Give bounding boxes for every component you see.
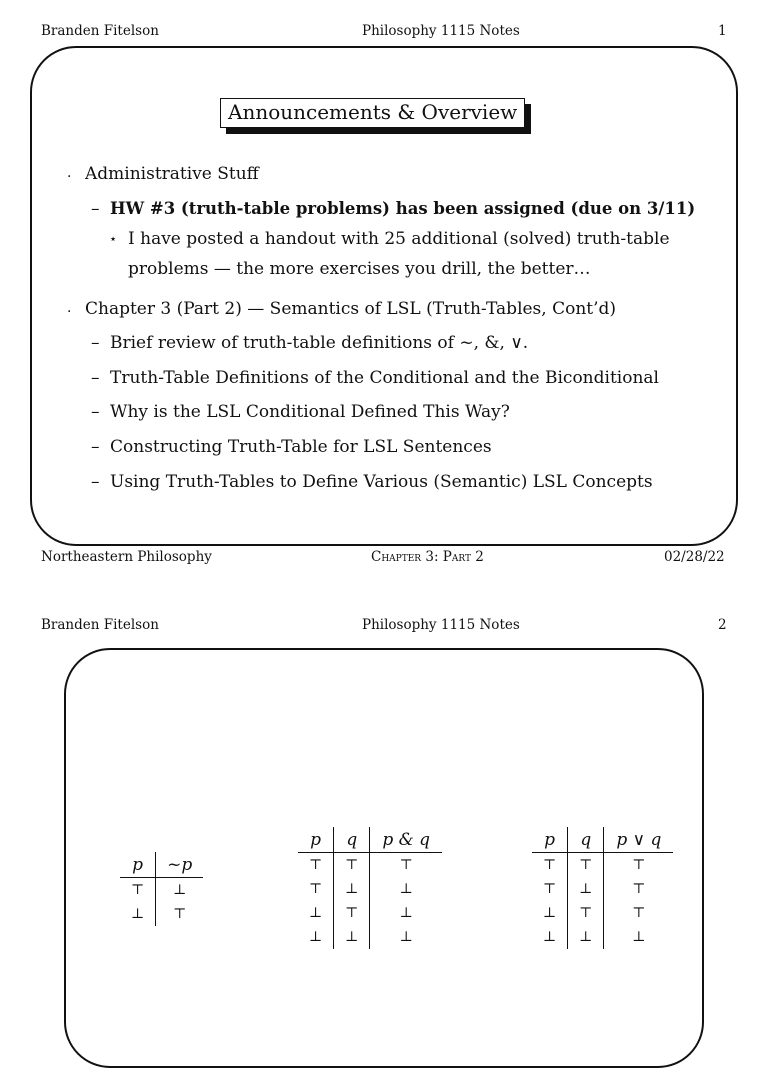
bullet-marker: · bbox=[67, 169, 72, 185]
table-row bbox=[120, 902, 203, 926]
table-header-row bbox=[532, 827, 673, 853]
header-page-number: 1 bbox=[718, 23, 727, 39]
hw-announcement: HW #3 (truth-table problems) has been assigned (due on 3/11) bbox=[110, 199, 696, 218]
table-row bbox=[532, 925, 673, 949]
dash-marker: – bbox=[91, 333, 100, 353]
table-row bbox=[298, 925, 442, 949]
footer-chapter: Chapter 3: Part 2 bbox=[371, 549, 484, 565]
table-row bbox=[298, 877, 442, 901]
subitem-conditional-definitions: Truth-Table Definitions of the Conditional and the Biconditional bbox=[110, 368, 659, 388]
table-row bbox=[298, 901, 442, 925]
table-cell: ⊤ bbox=[632, 856, 646, 873]
table-cell: ⊥ bbox=[568, 877, 604, 901]
table-cell: ⊤ bbox=[173, 905, 187, 922]
table-cell: ⊤ bbox=[532, 877, 568, 901]
table-header-row bbox=[298, 827, 442, 853]
header-course: Philosophy 1115 Notes bbox=[362, 23, 520, 39]
handout-note-line2: problems — the more exercises you drill, the better… bbox=[128, 259, 591, 279]
subitem-why-conditional: Why is the LSL Conditional Defined This Way? bbox=[110, 402, 510, 422]
subitem-review: Brief review of truth-table definitions of ~, &, ∨. bbox=[110, 333, 529, 353]
table-header-cell: p bbox=[532, 827, 568, 853]
conjunction-truth-table bbox=[298, 827, 442, 949]
dash-marker: – bbox=[91, 199, 100, 219]
table-cell: ⊥ bbox=[532, 901, 568, 925]
header-page-number: 2 bbox=[718, 617, 727, 633]
dash-marker: – bbox=[91, 472, 100, 492]
disjunction-truth-table bbox=[532, 827, 673, 949]
bullet-administrative: Administrative Stuff bbox=[85, 164, 259, 184]
table-cell: ⊥ bbox=[399, 880, 413, 897]
table-header-cell: q bbox=[334, 827, 370, 853]
table-row bbox=[298, 853, 442, 878]
bullet-marker: · bbox=[67, 304, 72, 320]
table-cell: ⊤ bbox=[632, 880, 646, 897]
star-marker: ⋆ bbox=[109, 232, 118, 247]
table-row bbox=[532, 901, 673, 925]
table-header-cell: p bbox=[298, 827, 334, 853]
footer-date: 02/28/22 bbox=[664, 549, 725, 565]
subitem-constructing: Constructing Truth-Table for LSL Sentences bbox=[110, 437, 492, 457]
table-header-cell: p bbox=[120, 852, 156, 878]
table-header-cell: p & q bbox=[370, 827, 442, 853]
table-cell: ⊥ bbox=[399, 928, 413, 945]
table-cell: ⊤ bbox=[632, 904, 646, 921]
dash-marker: – bbox=[91, 437, 100, 457]
table-header-cell: p ∨ q bbox=[604, 827, 674, 853]
table-cell: ⊤ bbox=[399, 856, 413, 873]
footer-department: Northeastern Philosophy bbox=[41, 549, 212, 565]
table-row bbox=[120, 878, 203, 903]
header-course: Philosophy 1115 Notes bbox=[362, 617, 520, 633]
subitem-concepts: Using Truth-Tables to Define Various (Semantic) LSL Concepts bbox=[110, 472, 653, 492]
negation-truth-table bbox=[120, 852, 203, 926]
table-cell: ⊤ bbox=[298, 877, 334, 901]
table-header-row bbox=[120, 852, 203, 878]
table-cell: ⊥ bbox=[632, 928, 646, 945]
table-row bbox=[532, 853, 673, 878]
table-cell: ⊤ bbox=[568, 901, 604, 925]
handout-note-line1: I have posted a handout with 25 additional (solved) truth-table bbox=[128, 229, 670, 249]
header-author: Branden Fitelson bbox=[41, 23, 159, 39]
table-cell: ⊤ bbox=[298, 853, 334, 878]
table-cell: ⊥ bbox=[568, 925, 604, 949]
table-cell: ⊥ bbox=[334, 925, 370, 949]
bullet-chapter: Chapter 3 (Part 2) — Semantics of LSL (Truth-Tables, Cont’d) bbox=[85, 299, 617, 319]
table-cell: ⊥ bbox=[120, 902, 156, 926]
table-cell: ⊥ bbox=[298, 901, 334, 925]
table-header-cell: ~p bbox=[156, 852, 204, 878]
header-author: Branden Fitelson bbox=[41, 617, 159, 633]
table-cell: ⊤ bbox=[568, 853, 604, 878]
table-cell: ⊤ bbox=[120, 878, 156, 903]
table-cell: ⊥ bbox=[532, 925, 568, 949]
slide-title: Announcements & Overview bbox=[220, 98, 525, 128]
table-cell: ⊤ bbox=[334, 901, 370, 925]
table-cell: ⊥ bbox=[173, 881, 187, 898]
table-cell: ⊥ bbox=[399, 904, 413, 921]
table-cell: ⊥ bbox=[298, 925, 334, 949]
dash-marker: – bbox=[91, 402, 100, 422]
table-header-cell: q bbox=[568, 827, 604, 853]
table-cell: ⊥ bbox=[334, 877, 370, 901]
table-cell: ⊤ bbox=[334, 853, 370, 878]
table-row bbox=[532, 877, 673, 901]
table-cell: ⊤ bbox=[532, 853, 568, 878]
dash-marker: – bbox=[91, 368, 100, 388]
